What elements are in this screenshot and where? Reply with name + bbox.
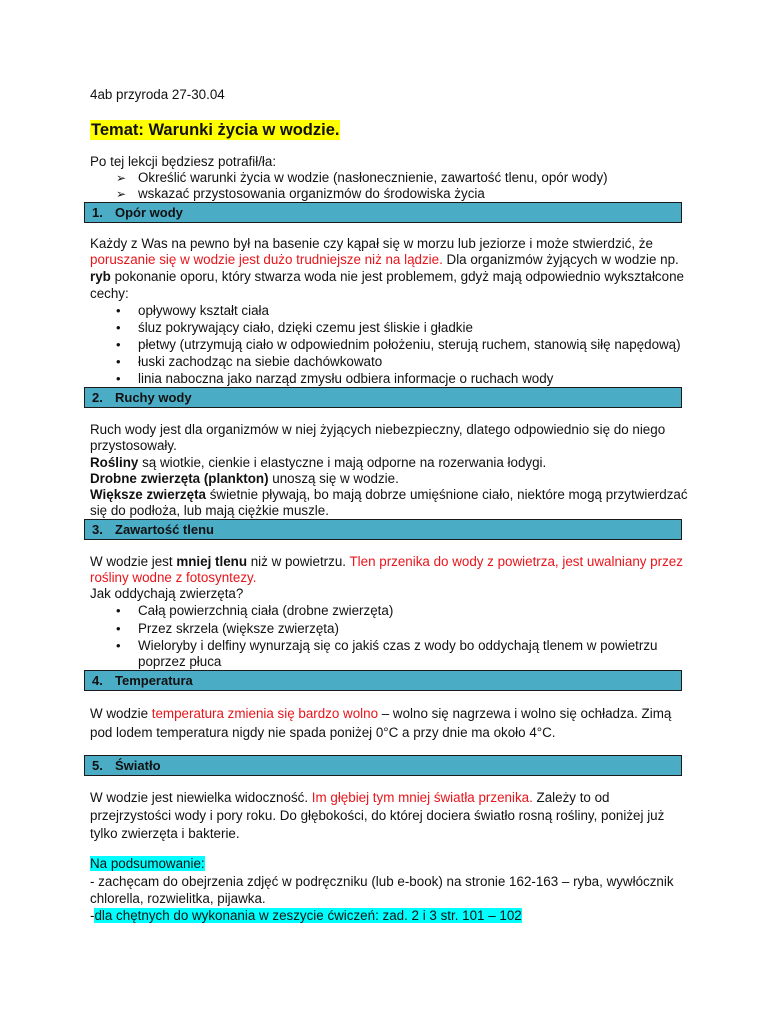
section-title: Opór wody [115, 205, 183, 220]
text-run: niż w powietrzu. [247, 554, 350, 569]
paragraph-line [90, 790, 609, 807]
bullet-dot-icon: • [116, 320, 121, 335]
list-item-continuation: poprzez płuca [138, 654, 222, 669]
list-item-text: płetwy (utrzymują ciało w odpowiednim położeniu, sterują ruchem, stanowią siłę napędową) [138, 337, 681, 352]
section-title: Światło [115, 758, 161, 773]
list-item-text: Całą powierzchnią ciała (drobne zwierzęta) [138, 603, 394, 618]
paragraph-line: pod lodem temperatura nigdy nie spada poniżej 0°C a przy dnie ma około 4°C. [90, 725, 556, 740]
section-number: 2. [92, 390, 103, 405]
summary-assignment: dla chętnych do wykonania w zeszycie ćwiczeń: zad. 2 i 3 str. 101 – 102 [94, 908, 522, 923]
text-run: – wolno się nagrzewa i wolno się ochładza. Zimą [378, 706, 672, 721]
section-title: Ruchy wody [115, 390, 192, 405]
paragraph-line [90, 706, 671, 723]
section-number: 3. [92, 522, 103, 537]
emphasis-bold: Rośliny [90, 455, 139, 470]
paragraph-line [90, 554, 683, 571]
text-run: W wodzie [90, 706, 152, 721]
emphasis-bold: Większe zwierzęta [90, 487, 206, 502]
section-title: Zawartość tlenu [115, 522, 214, 537]
intro-lead: Po tej lekcji będziesz potrafił/ła: [90, 154, 277, 169]
section-header-swiatlo [84, 755, 682, 776]
page-title: Temat: Warunki życia w wodzie. [91, 121, 340, 139]
summary-line: - zachęcam do obejrzenia zdjęć w podręczniku (lub e-book) na stronie 162-163 – ryba, wywłócznik [90, 874, 674, 889]
text-run: - [90, 908, 95, 923]
summary-heading [90, 856, 205, 873]
summary-heading-text: Na podsumowanie: [90, 856, 205, 871]
text-run: pokonanie oporu, który stwarza woda nie jest problemem, gdyż mają odpowiednio wykształcone [110, 269, 684, 284]
arrow-bullet-icon: ➢ [116, 171, 127, 185]
emphasis-bold: Drobne zwierzęta (plankton) [90, 471, 269, 486]
emphasis-red: poruszanie się w wodzie jest dużo trudniejsze niż na lądzie. [90, 252, 443, 267]
text-run: Dla organizmów żyjących w wodzie np. [442, 252, 679, 267]
paragraph-line-red: rośliny wodne z fotosyntezy. [90, 570, 257, 585]
paragraph-line: tylko zwierzęta i bakterie. [90, 826, 240, 841]
arrow-bullet-icon: ➢ [116, 187, 127, 201]
emphasis-red: temperatura zmienia się bardzo wolno [151, 706, 379, 721]
list-item-text: łuski zachodząc na siebie dachówkowato [138, 354, 383, 369]
emphasis-bold: mniej tlenu [176, 554, 248, 569]
emphasis-red: Im głębiej tym mniej światła przenika. [311, 790, 533, 805]
paragraph-line: Ruch wody jest dla organizmów w niej żyjących niebezpieczny, dlatego odpowiednio się do niego [90, 422, 666, 437]
section-header-opor-wody [84, 202, 682, 223]
section-number: 4. [92, 673, 103, 688]
text-run: W wodzie jest niewielka widoczność. [90, 790, 312, 805]
section-header-zawartosc-tlenu [84, 519, 682, 540]
paragraph-line [90, 252, 679, 269]
text-run: świetnie pływają, bo mają dobrze umięśnione ciało, niektóre mogą przytwierdzać [206, 487, 688, 502]
goal-text: Określić warunki życia w wodzie (nasłonecznienie, zawartość tlenu, opór wody) [138, 170, 608, 185]
bullet-dot-icon: • [116, 371, 121, 386]
goal-text: wskazać przystosowania organizmów do środowiska życia [138, 186, 485, 201]
date-line: 4ab przyroda 27-30.04 [90, 87, 225, 102]
section-header-temperatura [84, 670, 682, 691]
text-run: W wodzie jest [90, 554, 177, 569]
paragraph-line: się do podłoża, lub mają ciężkie muszle. [90, 503, 329, 518]
emphasis-bold: ryb [90, 269, 111, 284]
list-item-text: linia naboczna jako narząd zmysłu odbiera informacje o ruchach wody [138, 371, 554, 386]
paragraph-line: cechy: [90, 286, 129, 301]
paragraph-line: przejrzystości wody i pory roku. Do głębokości, do której dociera światło rosną rośliny, poniżej już [90, 808, 665, 823]
bullet-dot-icon: • [116, 303, 121, 318]
bullet-dot-icon: • [116, 603, 121, 618]
bullet-dot-icon: • [116, 621, 121, 636]
paragraph-line [90, 487, 688, 504]
section-number: 1. [92, 205, 103, 220]
paragraph-line [90, 471, 399, 488]
list-item-text: Przez skrzela (większe zwierzęta) [138, 621, 339, 636]
text-run: Zależy to od [532, 790, 610, 805]
paragraph-line: Jak oddychają zwierzęta? [90, 586, 244, 601]
paragraph-line: Każdy z Was na pewno był na basenie czy kąpał się w morzu lub jeziorze i może stwierdzić, że [90, 236, 653, 251]
summary-line: chlorella, rozwielitka, pijawka. [90, 891, 266, 906]
list-item-text: opływowy kształt ciała [138, 303, 269, 318]
section-title: Temperatura [115, 673, 193, 688]
section-header-ruchy-wody [84, 387, 682, 408]
emphasis-red: Tlen przenika do wody z powietrza, jest uwalniany przez [349, 554, 683, 569]
bullet-dot-icon: • [116, 354, 121, 369]
section-number: 5. [92, 758, 103, 773]
text-run: są wiotkie, cienkie i elastyczne i mają odporne na rozerwania łodygi. [138, 455, 547, 470]
text-run: unoszą się w wodzie. [268, 471, 399, 486]
paragraph-line [90, 269, 684, 286]
paragraph-line [90, 455, 546, 472]
list-item-text: Wieloryby i delfiny wynurzają się co jakiś czas z wody bo oddychają tlenem w powietrzu [138, 638, 658, 653]
summary-line [90, 908, 522, 925]
paragraph-line: przystosowały. [90, 438, 177, 453]
list-item-text: śluz pokrywający ciało, dzięki czemu jest śliskie i gładkie [138, 320, 473, 335]
bullet-dot-icon: • [116, 638, 121, 653]
bullet-dot-icon: • [116, 337, 121, 352]
